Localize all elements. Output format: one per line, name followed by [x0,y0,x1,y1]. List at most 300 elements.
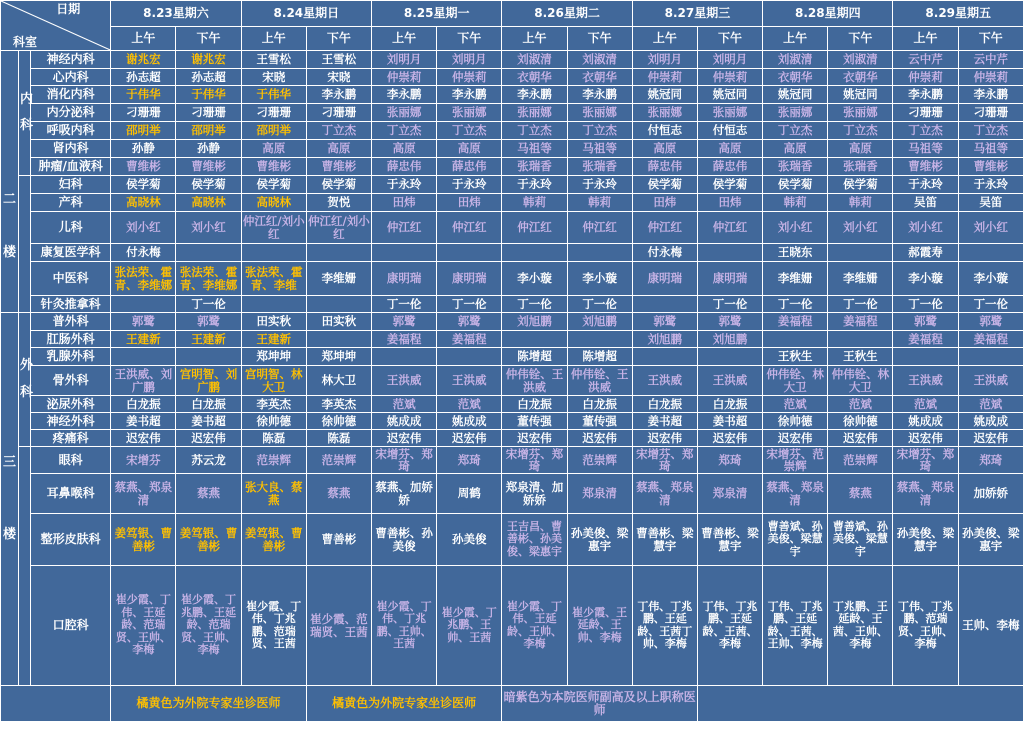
group-spacer [19,447,31,686]
day-header: 8.24星期日 [241,1,371,27]
doctor-slot: 迟宏伟 [958,430,1023,447]
doctor-slot: 田炜 [697,194,762,212]
doctor-slot: 仲崇莉 [697,69,762,86]
doctor-slot [958,244,1023,262]
doctor-slot [176,244,241,262]
doctor-slot: 高原 [697,140,762,158]
doctor-slot: 张丽娜 [763,104,828,122]
doctor-slot [632,296,697,313]
doctor-slot: 王洪威 [893,366,958,396]
doctor-slot: 陈磊 [241,430,306,447]
doctor-slot: 仲江红 [632,212,697,244]
doctor-slot: 白龙振 [697,396,762,413]
doctor-slot: 宫明智、林大卫 [241,366,306,396]
doctor-slot: 郭鹭 [958,313,1023,331]
doctor-slot: 孙美俊 [437,514,502,566]
doctor-slot: 刘小红 [958,212,1023,244]
doctor-slot: 范斌 [958,396,1023,413]
doctor-slot: 贺悦 [306,194,371,212]
doctor-slot: 白龙振 [176,396,241,413]
schedule-row [1,348,1024,366]
doctor-slot: 王晓东 [763,244,828,262]
doctor-slot: 蔡燕、加娇娇 [372,474,437,514]
doctor-slot: 于伟华 [111,86,176,104]
doctor-slot: 刘小红 [893,212,958,244]
doctor-slot: 陈增超 [502,348,567,366]
doctor-slot: 高原 [632,140,697,158]
doctor-slot: 丁立杰 [958,122,1023,140]
doctor-slot: 宋增芬、郑琦 [893,447,958,474]
doctor-slot: 孙美俊、梁惠宇 [567,514,632,566]
doctor-slot: 刘淑清 [502,51,567,69]
doctor-slot: 郭鹭 [893,313,958,331]
doctor-slot: 姚冠同 [763,86,828,104]
doctor-slot: 姚成成 [893,413,958,430]
doctor-slot: 范斌 [828,396,893,413]
schedule-row [1,447,1024,474]
schedule-row [1,158,1024,176]
doctor-slot: 田炜 [632,194,697,212]
schedule-row [1,474,1024,514]
doctor-slot: 范斌 [437,396,502,413]
am-header: 上午 [241,27,306,51]
doctor-slot: 迟宏伟 [372,430,437,447]
doctor-slot: 李永鹏 [893,86,958,104]
doctor-slot: 刘淑清 [828,51,893,69]
doctor-slot: 崔少霞、丁伟、王延龄、王帅、李梅 [502,566,567,686]
doctor-slot: 崔少霞、范瑞贤、王茜 [306,566,371,686]
group-char: 科 [20,384,34,400]
doctor-slot: 迟宏伟 [502,430,567,447]
group-char: 科 [20,118,34,133]
doctor-slot: 高晓林 [241,194,306,212]
doctor-slot: 丁兆鹏、王延龄、王茜、王帅、李梅 [828,566,893,686]
doctor-slot: 谢兆宏 [111,51,176,69]
doctor-slot: 仲江红 [372,212,437,244]
doctor-slot: 侯学菊 [241,176,306,194]
schedule-row [1,51,1024,69]
am-header: 上午 [763,27,828,51]
doctor-slot: 郭鹭 [697,313,762,331]
dept-name: 呼吸内科 [31,122,111,140]
doctor-slot: 丁伟、丁兆鹏、王延龄、王茜丁帅、李梅 [632,566,697,686]
doctor-slot: 邵明举 [241,122,306,140]
schedule-row [1,262,1024,296]
doctor-slot: 李永鹏 [958,86,1023,104]
doctor-slot: 李英杰 [241,396,306,413]
doctor-slot: 刘明月 [372,51,437,69]
doctor-slot: 高原 [763,140,828,158]
doctor-slot: 刁珊珊 [306,104,371,122]
dept-name: 妇科 [31,176,111,194]
doctor-slot: 刘小红 [176,212,241,244]
doctor-slot: 姚成成 [437,413,502,430]
doctor-slot: 马祖等 [893,140,958,158]
internal-medicine-group [19,51,34,176]
doctor-slot: 曹维彬 [111,158,176,176]
doctor-slot: 刁珊珊 [958,104,1023,122]
doctor-slot [241,296,306,313]
schedule-row [1,413,1024,430]
doctor-slot: 丁立杰 [306,122,371,140]
doctor-slot: 薛忠伟 [632,158,697,176]
doctor-slot: 蔡燕、郑泉清 [893,474,958,514]
doctor-slot: 张瑞香 [828,158,893,176]
doctor-slot: 曹维彬 [958,158,1023,176]
doctor-slot: 衣朝华 [567,69,632,86]
doctor-slot: 宋晓 [241,69,306,86]
doctor-slot: 刁珊珊 [893,104,958,122]
doctor-slot: 侯学菊 [111,176,176,194]
doctor-slot: 姚冠同 [828,86,893,104]
doctor-slot: 薛忠伟 [437,158,502,176]
doctor-slot: 迟宏伟 [176,430,241,447]
doctor-slot: 丁一伦 [763,296,828,313]
doctor-slot: 李永鹏 [306,86,371,104]
doctor-slot: 郑坤坤 [306,348,371,366]
schedule-row [1,430,1024,447]
doctor-slot: 郭鹭 [111,313,176,331]
doctor-slot: 郭鹭 [632,313,697,331]
doctor-slot: 丁立杰 [567,122,632,140]
pm-header: 下午 [697,27,762,51]
doctor-slot [437,244,502,262]
doctor-slot [372,244,437,262]
dept-name: 康复医学科 [31,244,111,262]
doctor-slot: 丁一伦 [567,296,632,313]
doctor-slot: 侯学菊 [697,176,762,194]
day-header: 8.27星期三 [632,1,762,27]
doctor-slot: 加娇娇 [958,474,1023,514]
doctor-slot: 仲伟铨、王洪威 [567,366,632,396]
doctor-slot: 白龙振 [632,396,697,413]
doctor-slot: 于永玲 [958,176,1023,194]
doctor-slot: 曹善彬、梁慧宇 [632,514,697,566]
doctor-slot: 宋晓 [306,69,371,86]
doctor-slot: 李维姗 [306,262,371,296]
dept-name: 消化内科 [31,86,111,104]
doctor-slot: 王洪威 [372,366,437,396]
schedule-row [1,176,1024,194]
doctor-slot: 孙美俊、梁惠宇 [958,514,1023,566]
pm-header: 下午 [176,27,241,51]
doctor-slot: 仲江红 [437,212,502,244]
doctor-slot: 于永玲 [372,176,437,194]
doctor-slot: 刘明月 [632,51,697,69]
doctor-slot: 李小璇 [893,262,958,296]
legend-row [1,686,1024,722]
doctor-slot: 白龙振 [111,396,176,413]
doctor-slot: 张丽娜 [632,104,697,122]
doctor-slot: 丁伟、丁兆鹏、王延龄、王茜、王帅、李梅 [763,566,828,686]
doctor-slot: 高晓林 [111,194,176,212]
doctor-slot: 丁一伦 [697,296,762,313]
doctor-slot: 蔡燕 [176,474,241,514]
day-header: 8.23星期六 [111,1,241,27]
schedule-row [1,122,1024,140]
doctor-slot: 崔少霞、丁兆鹏、王帅、王茜 [437,566,502,686]
legend-blank [1,686,111,722]
doctor-slot: 马祖等 [958,140,1023,158]
doctor-slot: 郑琦 [697,447,762,474]
doctor-slot: 康明瑞 [437,262,502,296]
dept-name: 产科 [31,194,111,212]
doctor-slot: 田实秋 [306,313,371,331]
doctor-slot: 于伟华 [241,86,306,104]
doctor-slot: 曹维彬 [241,158,306,176]
doctor-slot: 曹维彬 [176,158,241,176]
schedule-row [1,566,1024,686]
doctor-slot: 高原 [241,140,306,158]
doctor-slot: 宋增芬、范崇辉 [763,447,828,474]
doctor-slot: 白龙振 [567,396,632,413]
dept-name: 普外科 [31,313,111,331]
doctor-slot: 姜笃银、曹善彬 [176,514,241,566]
doctor-slot: 崔少霞、丁伟、丁兆鹏、王帅、王茜 [372,566,437,686]
doctor-slot: 云中芹 [893,51,958,69]
doctor-slot: 郑琦 [437,447,502,474]
doctor-slot: 王洪威 [697,366,762,396]
doctor-slot [632,348,697,366]
am-header: 上午 [893,27,958,51]
doctor-slot: 姜福程 [372,331,437,348]
doctor-slot: 王建新 [176,331,241,348]
doctor-slot: 王雪松 [241,51,306,69]
doctor-slot: 田实秋 [241,313,306,331]
doctor-slot: 孙志超 [176,69,241,86]
doctor-slot: 郑琦 [958,447,1023,474]
doctor-slot: 马祖等 [567,140,632,158]
dept-name: 肛肠外科 [31,331,111,348]
doctor-slot [828,331,893,348]
doctor-slot: 迟宏伟 [828,430,893,447]
doctor-slot: 周鹤 [437,474,502,514]
doctor-slot: 孙志超 [111,69,176,86]
doctor-slot: 林大卫 [306,366,371,396]
doctor-slot [241,244,306,262]
doctor-slot: 崔少霞、丁兆鹏、王延龄、范瑞贤、王帅、李梅 [176,566,241,686]
doctor-slot: 李小璇 [502,262,567,296]
doctor-slot: 刘小红 [111,212,176,244]
doctor-slot: 孙美俊、梁慧宇 [893,514,958,566]
doctor-slot: 曹善斌、孙美俊、梁慧宇 [763,514,828,566]
schedule-row [1,313,1024,331]
doctor-slot [111,296,176,313]
doctor-slot: 宫明智、刘广鹏 [176,366,241,396]
doctor-slot [306,331,371,348]
doctor-slot [502,331,567,348]
dept-name: 神经内科 [31,51,111,69]
doctor-slot: 仲伟铨、林大卫 [828,366,893,396]
doctor-slot: 张丽娜 [828,104,893,122]
doctor-slot: 康明瑞 [372,262,437,296]
doctor-slot: 王建新 [111,331,176,348]
doctor-slot: 张瑞香 [763,158,828,176]
doctor-slot: 于永玲 [502,176,567,194]
doctor-slot: 刘旭鹏 [697,331,762,348]
doctor-slot: 韩莉 [502,194,567,212]
doctor-slot: 丁立杰 [763,122,828,140]
doctor-slot: 丁立杰 [372,122,437,140]
doctor-slot: 王洪威 [958,366,1023,396]
doctor-slot [893,348,958,366]
doctor-slot: 仲伟铨、林大卫 [763,366,828,396]
dept-name: 心内科 [31,69,111,86]
doctor-slot: 李永鹏 [502,86,567,104]
doctor-slot: 丁立杰 [828,122,893,140]
dept-name: 神经外科 [31,413,111,430]
doctor-slot: 高原 [306,140,371,158]
doctor-slot: 范斌 [763,396,828,413]
doctor-slot: 张大良、蔡燕 [241,474,306,514]
schedule-row [1,86,1024,104]
doctor-slot: 刘旭鹏 [632,331,697,348]
day-header: 8.25星期一 [372,1,502,27]
doctor-slot: 王洪威 [437,366,502,396]
doctor-slot: 姜福程 [958,331,1023,348]
doctor-slot: 于伟华 [176,86,241,104]
doctor-slot: 郝霞寿 [893,244,958,262]
doctor-slot: 姜福程 [437,331,502,348]
doctor-slot: 王帅、李梅 [958,566,1023,686]
doctor-slot: 刘旭鹏 [502,313,567,331]
doctor-slot: 张丽娜 [437,104,502,122]
doctor-slot: 姜福程 [893,331,958,348]
doctor-slot: 迟宏伟 [437,430,502,447]
doctor-slot [111,348,176,366]
doctor-slot: 迟宏伟 [893,430,958,447]
doctor-slot: 姜笃银、曹善彬 [241,514,306,566]
doctor-slot: 邵明举 [176,122,241,140]
doctor-slot: 王建新 [241,331,306,348]
date-label: 日期 [56,2,81,16]
schedule-row [1,244,1024,262]
dept-name: 眼科 [31,447,111,474]
doctor-slot: 薛忠伟 [372,158,437,176]
doctor-slot: 张丽娜 [372,104,437,122]
doctor-slot: 衣朝华 [502,69,567,86]
doctor-slot: 李小璇 [567,262,632,296]
doctor-slot: 郭鹭 [437,313,502,331]
doctor-slot: 刘淑清 [763,51,828,69]
doctor-slot: 蔡燕、郑泉清 [632,474,697,514]
am-header: 上午 [372,27,437,51]
doctor-slot: 侯学菊 [828,176,893,194]
doctor-slot: 范斌 [372,396,437,413]
doctor-slot [502,244,567,262]
dept-name: 骨外科 [31,366,111,396]
doctor-slot: 孙静 [111,140,176,158]
doctor-slot: 李永鹏 [437,86,502,104]
floor-char: 三 [3,454,17,470]
schedule-row [1,396,1024,413]
doctor-slot: 郑泉清、加娇娇 [502,474,567,514]
doctor-slot: 丁伟、丁兆鹏、王延龄、王茜、李梅 [697,566,762,686]
doctor-slot: 侯学菊 [176,176,241,194]
doctor-slot: 王雪松 [306,51,371,69]
doctor-slot: 曹善彬、梁慧宇 [697,514,762,566]
doctor-slot: 迟宏伟 [567,430,632,447]
doctor-slot: 曹维彬 [893,158,958,176]
doctor-slot: 仲江红/刘小红 [306,212,371,244]
dept-name: 针灸推拿科 [31,296,111,313]
doctor-slot: 高原 [437,140,502,158]
doctor-slot: 仲伟铨、王洪威 [502,366,567,396]
doctor-slot: 刘旭鹏 [567,313,632,331]
doctor-slot: 仲崇莉 [958,69,1023,86]
doctor-slot: 宋增芬、郑琦 [372,447,437,474]
doctor-slot: 田炜 [372,194,437,212]
doctor-slot: 刘明月 [697,51,762,69]
doctor-slot: 云中芹 [958,51,1023,69]
doctor-slot: 丁一伦 [176,296,241,313]
dept-name: 口腔科 [31,566,111,686]
doctor-slot: 邵明举 [111,122,176,140]
doctor-slot: 曹善彬 [306,514,371,566]
doctor-slot [306,296,371,313]
dept-name: 肾内科 [31,140,111,158]
dept-name: 肿瘤/血液科 [31,158,111,176]
am-header: 上午 [632,27,697,51]
legend-external-expert: 橘黄色为外院专家坐诊医师 [306,686,502,722]
doctor-slot: 康明瑞 [632,262,697,296]
doctor-slot: 丁立杰 [437,122,502,140]
doctor-slot: 仲江红 [502,212,567,244]
doctor-slot: 迟宏伟 [697,430,762,447]
doctor-slot: 康明瑞 [697,262,762,296]
doctor-slot: 张丽娜 [502,104,567,122]
day-header: 8.28星期四 [763,1,893,27]
doctor-slot: 蔡燕、郑泉清 [763,474,828,514]
doctor-slot: 张瑞香 [502,158,567,176]
doctor-slot: 张法荣、霍青、李维娜 [111,262,176,296]
doctor-slot: 姜书超 [632,413,697,430]
doctor-slot: 仲崇莉 [372,69,437,86]
legend-senior-internal: 暗紫色为本院医师副高及以上职称医师 [502,686,698,722]
doctor-slot: 仲江红 [567,212,632,244]
doctor-slot [567,331,632,348]
doctor-slot [567,244,632,262]
doctor-slot: 董传强 [567,413,632,430]
doctor-slot: 宋增芬 [111,447,176,474]
doctor-slot: 丁一伦 [893,296,958,313]
doctor-slot: 李永鹏 [567,86,632,104]
dept-name: 整形皮肤科 [31,514,111,566]
doctor-slot: 蔡燕 [828,474,893,514]
doctor-slot: 丁立杰 [502,122,567,140]
doctor-slot: 范崇辉 [567,447,632,474]
dept-name: 中医科 [31,262,111,296]
doctor-slot: 迟宏伟 [763,430,828,447]
floor-2-label [1,51,19,313]
doctor-slot: 张丽娜 [697,104,762,122]
dept-name: 乳腺外科 [31,348,111,366]
doctor-slot: 董传强 [502,413,567,430]
doctor-slot: 崔少霞、丁伟、丁兆鹏、范瑞贤、王茜 [241,566,306,686]
doctor-slot: 李英杰 [306,396,371,413]
doctor-slot [828,244,893,262]
doctor-slot: 宋增芬、郑琦 [502,447,567,474]
doctor-slot: 郭鹭 [176,313,241,331]
doctor-slot: 曹善彬、孙美俊 [372,514,437,566]
doctor-slot: 姜福程 [828,313,893,331]
doctor-slot: 谢兆宏 [176,51,241,69]
doctor-slot: 徐帅德 [241,413,306,430]
doctor-slot: 仲江红 [697,212,762,244]
doctor-slot: 仲崇莉 [893,69,958,86]
doctor-slot: 郑泉清 [697,474,762,514]
doctor-slot [176,348,241,366]
